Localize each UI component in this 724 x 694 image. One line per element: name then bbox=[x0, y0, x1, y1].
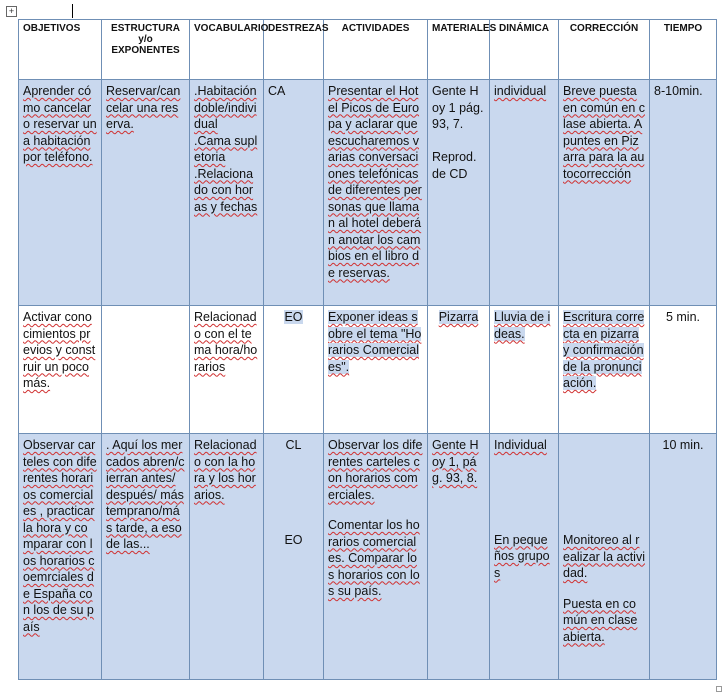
destreza-cl: CL bbox=[285, 438, 302, 452]
cell-dinamica[interactable]: Lluvia de ideas. bbox=[490, 306, 559, 434]
cell-actividades[interactable] bbox=[324, 434, 428, 680]
cell-vocabulario[interactable]: .Habitación doble/individual .Cama supletoria .Relacionado con horas y fechas bbox=[190, 80, 264, 306]
cell-destrezas[interactable] bbox=[264, 434, 324, 680]
cell-tiempo[interactable]: 8-10min. bbox=[650, 80, 717, 306]
lesson-plan-table bbox=[18, 19, 717, 680]
header-correccion: CORRECCIÓN bbox=[559, 20, 650, 80]
header-estructura: ESTRUCTURA y/o EXPONENTES bbox=[102, 20, 190, 80]
cell-estructura[interactable]: Reservar/cancelar una reserva. bbox=[102, 80, 190, 306]
dinamica-2: En pequeños grupos bbox=[494, 532, 550, 580]
table-row bbox=[19, 306, 717, 434]
header-tiempo: TIEMPO bbox=[650, 20, 717, 80]
header-dinamica: DINÁMICA bbox=[490, 20, 559, 80]
destreza-eo: EO bbox=[284, 532, 303, 547]
cell-dinamica[interactable]: individual bbox=[490, 80, 559, 306]
header-vocabulario: VOCABULARIO bbox=[190, 20, 264, 80]
header-row bbox=[19, 20, 717, 80]
table-row bbox=[19, 80, 717, 306]
actividad-1: Observar los diferentes carteles con horarios comerciales. bbox=[328, 438, 423, 502]
table-row bbox=[19, 434, 717, 680]
table-resize-handle-icon[interactable] bbox=[716, 686, 722, 692]
header-objetivos: OBJETIVOS bbox=[19, 20, 102, 80]
cell-objetivos[interactable]: Observar carteles con diferentes horarios comerciales , practicar la hora y comparar con los horarios coemrciales de España con los de su país bbox=[19, 434, 102, 680]
cell-actividades[interactable]: Exponer ideas sobre el tema "Horarios Comerciales". bbox=[324, 306, 428, 434]
cell-destrezas[interactable]: CA bbox=[264, 80, 324, 306]
cell-correccion[interactable]: Breve puesta en común en clase abierta. Apuntes en Pizarra para la autocorrección bbox=[559, 80, 650, 306]
cell-tiempo[interactable]: 10 min. bbox=[650, 434, 717, 680]
cell-correccion[interactable] bbox=[559, 434, 650, 680]
header-destrezas: DESTREZAS bbox=[264, 20, 324, 80]
cell-estructura[interactable]: . Aquí los mercados abren/cierran antes/ después/ más temprano/más tarde, a eso de las... bbox=[102, 434, 190, 680]
cell-estructura[interactable] bbox=[102, 306, 190, 434]
cell-dinamica[interactable] bbox=[490, 434, 559, 680]
correccion-2: Puesta en común en clase abierta. bbox=[563, 596, 638, 644]
cell-materiales[interactable]: Gente Hoy 1 pág. 93, 7. Reprod. de CD bbox=[428, 80, 490, 306]
cell-vocabulario[interactable]: Relacionado con la hora y los horarios. bbox=[190, 434, 264, 680]
cell-correccion[interactable]: Escritura correcta en pizarra y confirmación de la pronunciación. bbox=[559, 306, 650, 434]
cell-destrezas[interactable]: EO bbox=[264, 306, 324, 434]
cell-materiales[interactable]: Pizarra bbox=[428, 306, 490, 434]
cell-vocabulario[interactable]: Relacionado con el tema hora/horarios bbox=[190, 306, 264, 434]
table-move-handle-icon[interactable]: + bbox=[6, 6, 17, 17]
correccion-1: Monitoreo al realizar la actividad. bbox=[563, 533, 645, 580]
header-actividades: ACTIVIDADES bbox=[324, 20, 428, 80]
cell-tiempo[interactable]: 5 min. bbox=[650, 306, 717, 434]
cell-materiales[interactable]: Gente Hoy 1, pág. 93, 8. bbox=[428, 434, 490, 680]
dinamica-1: Individual bbox=[494, 438, 547, 452]
actividad-2: Comentar los horarios comerciales. Comparar los horarios con los su país. bbox=[328, 518, 420, 598]
cell-actividades[interactable]: Presentar el Hotel Picos de Europa y aclarar que escucharemos varias conversaciones telefónicas de diferentes personas que llaman al hotel deberán anotar los cambios en el libro de reservas. bbox=[324, 80, 428, 306]
header-materiales: MATERIALES bbox=[428, 20, 490, 80]
text-cursor bbox=[72, 4, 73, 18]
cell-objetivos[interactable]: Aprender cómo cancelar o reservar una habitación por teléfono. bbox=[19, 80, 102, 306]
cell-objetivos[interactable]: Activar conocimientos previos y construir un poco más. bbox=[19, 306, 102, 434]
